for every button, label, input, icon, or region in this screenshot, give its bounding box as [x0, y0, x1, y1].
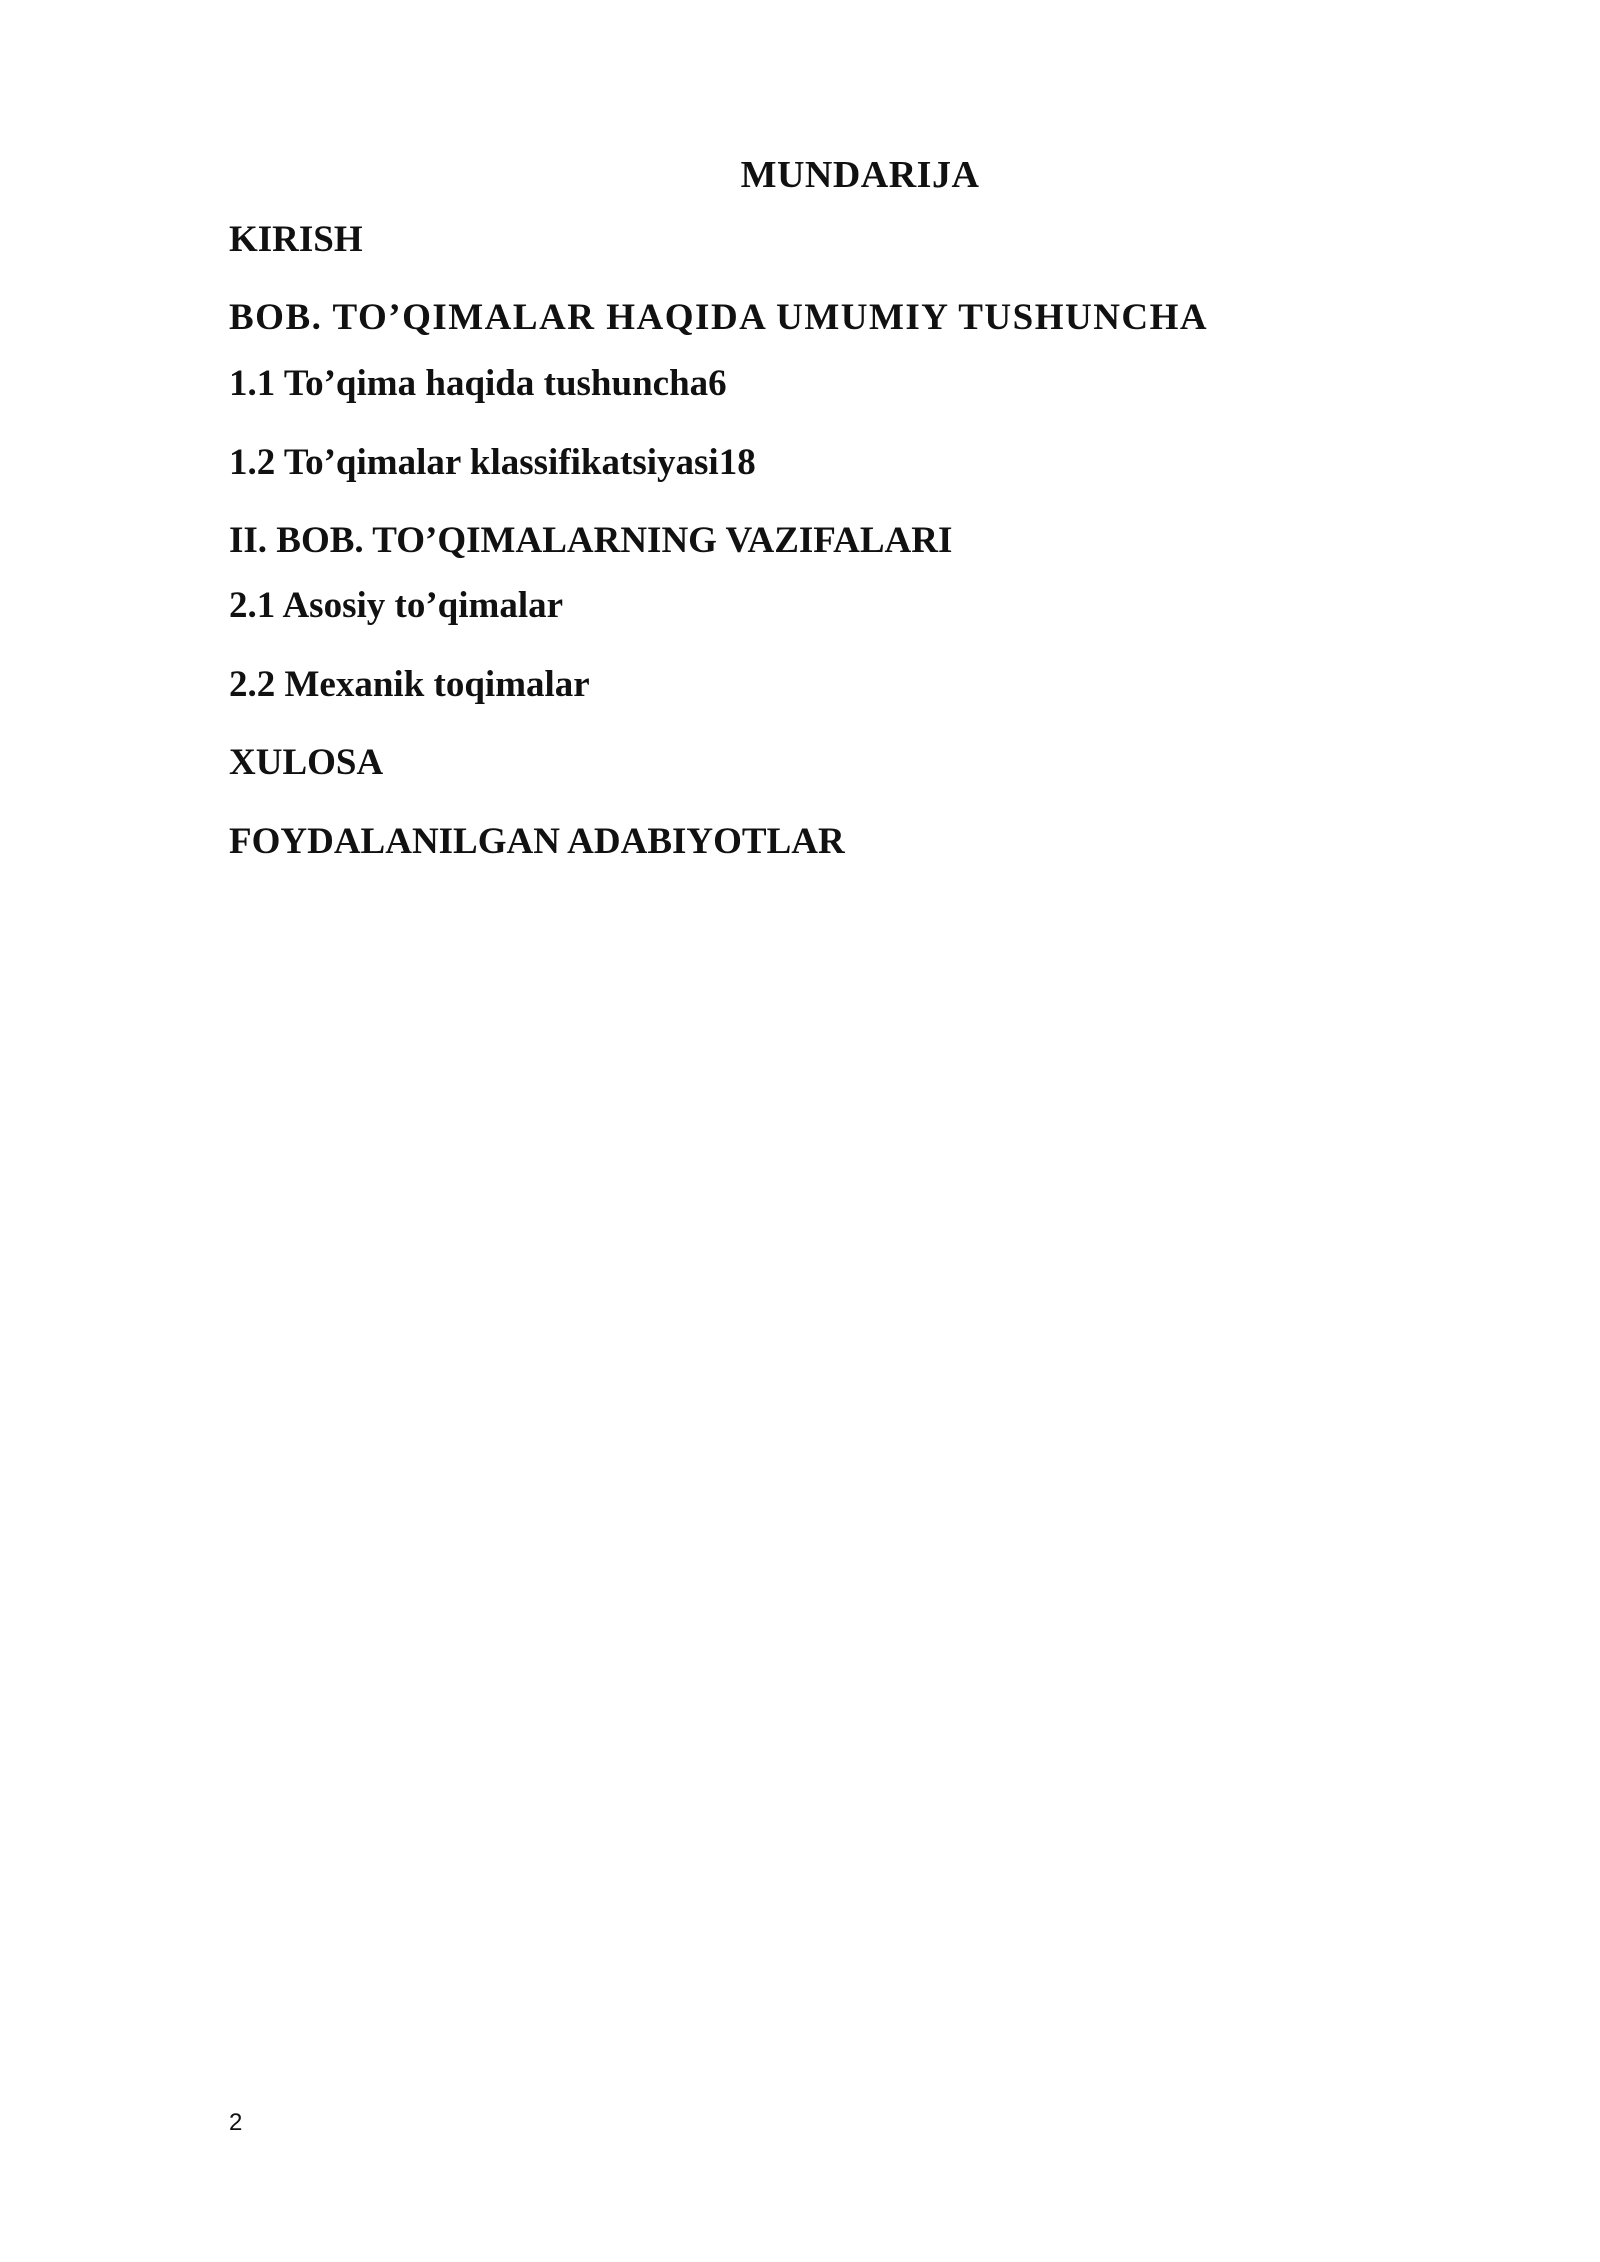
- toc-entry-section-1-2: 1.2 To’qimalar klassifikatsiyasi18: [229, 442, 756, 483]
- toc-entry-section-1-1: 1.1 To’qima haqida tushuncha6: [229, 363, 727, 404]
- toc-entry-chapter-1: BOB. TO’QIMALAR HAQIDA UMUMIY TUSHUNCHA: [229, 297, 1209, 338]
- toc-entry-kirish: KIRISH: [229, 219, 363, 260]
- toc-entry-chapter-2: II. BOB. TO’QIMALARNING VAZIFALARI: [229, 520, 953, 561]
- toc-entry-references: FOYDALANILGAN ADABIYOTLAR: [229, 821, 845, 862]
- toc-entry-section-2-2: 2.2 Mexanik toqimalar: [229, 664, 590, 705]
- toc-title: MUNDARIJA: [740, 154, 980, 196]
- page-number: 2: [229, 2109, 243, 2136]
- toc-entry-xulosa: XULOSA: [229, 742, 384, 783]
- toc-entry-section-2-1: 2.1 Asosiy to’qimalar: [229, 585, 564, 626]
